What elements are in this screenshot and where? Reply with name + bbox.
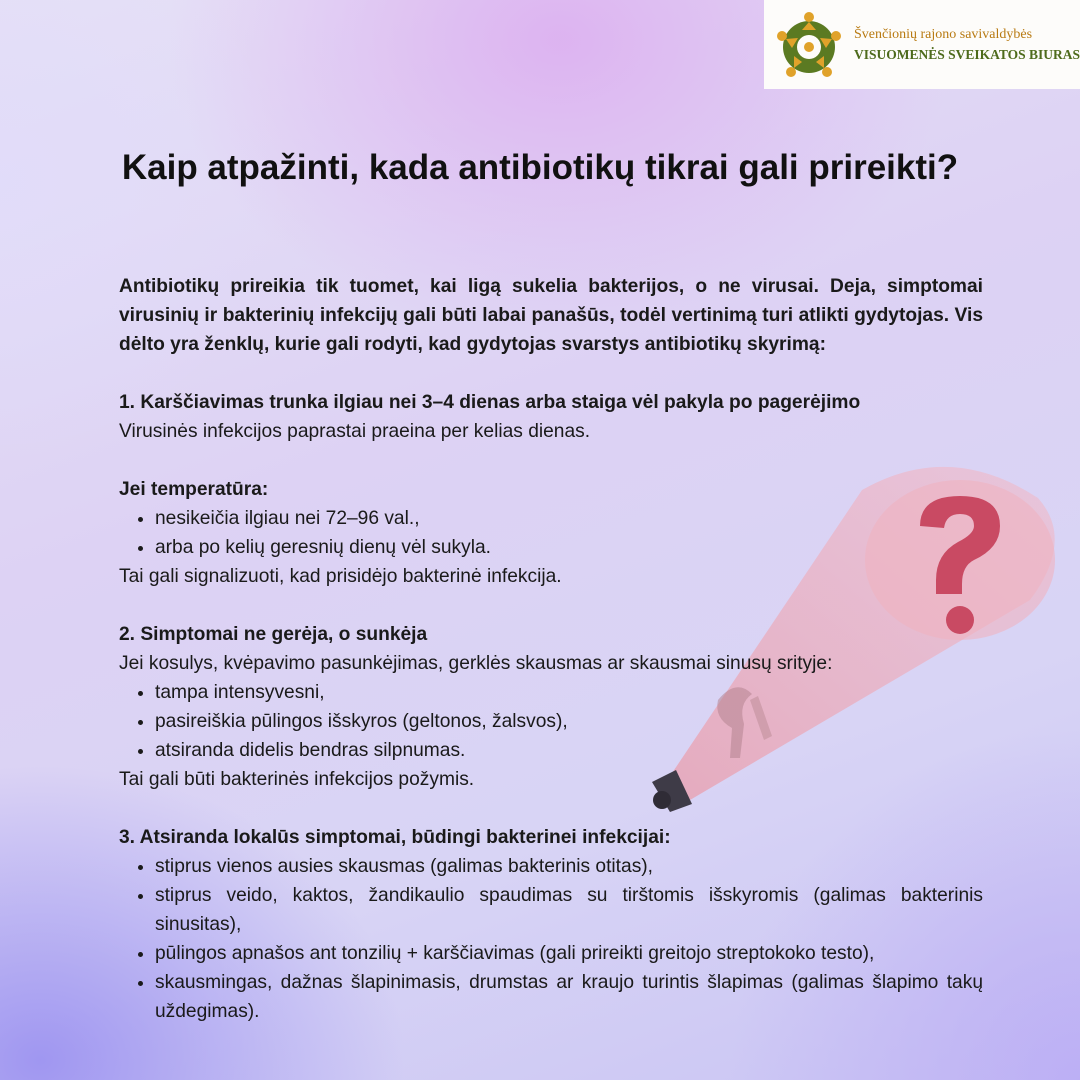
- temperature-note: Tai gali signalizuoti, kad prisidėjo bakterinė infekcija.: [119, 566, 562, 587]
- organization-logo: [764, 0, 1080, 89]
- article-body: [119, 272, 983, 1026]
- list-item: • stiprus vienos ausies skausmas (galimas bakterinis otitas),: [155, 852, 983, 881]
- temperature-heading: Jei temperatūra:: [119, 479, 269, 500]
- section2-list: [119, 678, 983, 765]
- section3-heading: 3. Atsiranda lokalūs simptomai, būdingi bakterinei infekcijai:: [119, 827, 671, 848]
- section1-heading: 1. Karščiavimas trunka ilgiau nei 3–4 dienas arba staiga vėl pakyla po pagerėjimo: [119, 392, 861, 413]
- temperature-list: [119, 504, 983, 562]
- list-item: • skausmingas, dažnas šlapinimasis, drumstas ar kraujo turintis šlapimas (galimas šlapimo takų uždegimas).: [155, 968, 983, 1026]
- list-item: • tampa intensyvesni,: [155, 678, 983, 707]
- list-item: • arba po kelių geresnių dienų vėl sukyla.: [155, 533, 983, 562]
- list-item: • nesikeičia ilgiau nei 72–96 val.,: [155, 504, 983, 533]
- list-item: • pasireiškia pūlingos išskyros (geltonos, žalsvos),: [155, 707, 983, 736]
- list-item: • atsiranda didelis bendras silpnumas.: [155, 736, 983, 765]
- section2-note: Tai gali būti bakterinės infekcijos požymis.: [119, 769, 475, 790]
- logo-text-line2: VISUOMENĖS SVEIKATOS BIURAS: [854, 47, 1080, 62]
- section3-list: [119, 852, 983, 1026]
- section1-text: Virusinės infekcijos paprastai praeina per kelias dienas.: [119, 421, 591, 442]
- section2-lead: Jei kosulys, kvėpavimo pasunkėjimas, gerklės skausmas ar skausmai sinusų srityje:: [119, 653, 833, 674]
- intro-paragraph: Antibiotikų prireikia tik tuomet, kai ligą sukelia bakterijos, o ne virusai. Deja, simptomai virusinių ir bakterinių infekcijų gali būti labai panašūs, todėl vertinimą turi atlikti gydytojas. Vis dėlto yra ženklų, kurie gali rodyti, kad gydytojas svarstys antibiotikų skyrimą:: [119, 276, 983, 355]
- list-item: • stiprus veido, kaktos, žandikaulio spaudimas su tirštomis išskyromis (galimas bakterinis sinusitas),: [155, 881, 983, 939]
- logo-text-line1: Švenčionių rajono savivaldybės: [854, 27, 1033, 42]
- list-item: • pūlingos apnašos ant tonzilių + karščiavimas (gali prireikti greitojo streptokoko testo),: [155, 939, 983, 968]
- page-title: Kaip atpažinti, kada antibiotikų tikrai gali prireikti?: [121, 148, 959, 187]
- section2-heading: 2. Simptomai ne gerėja, o sunkėja: [119, 624, 428, 645]
- logo-emblem-icon: [772, 8, 846, 82]
